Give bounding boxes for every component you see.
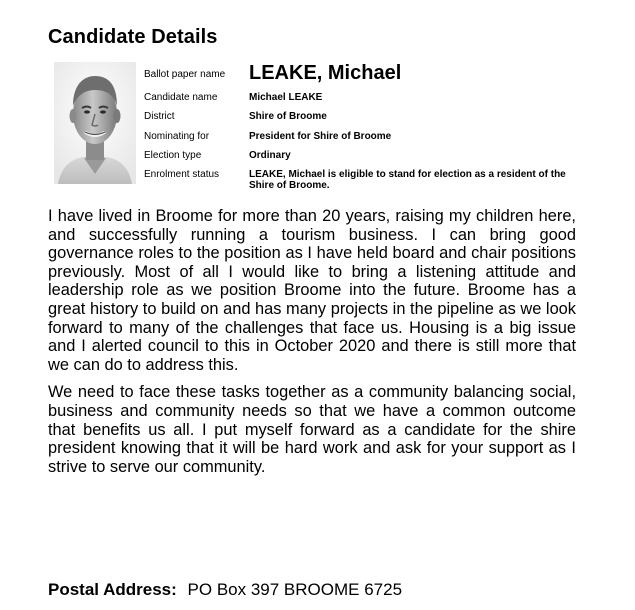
election-type-value: Ordinary: [249, 149, 291, 161]
postal-address-label: Postal Address:: [48, 580, 177, 599]
district-row: [144, 111, 584, 130]
candidate-portrait-icon: [54, 62, 136, 184]
district-label: District: [144, 111, 175, 123]
nominating-row: [144, 131, 584, 150]
statement-paragraph-2: We need to face these tasks together as a community balancing social, business and community needs so that we have a common outcome that benefits us all. I put myself forward as a candidate for the shire president knowing that it will be hard work and ask for your support as I strive to serve our community.: [48, 383, 576, 476]
statement-paragraph-1: I have lived in Broome for more than 20 years, raising my children here, and successfully running a tourism business. I can bring good governance roles to the position as I have held board and chair positions previously. Most of all I would like to bring a listening attitude and leadership role as we position Broome into the future. Broome has a great history to build on and has many projects in the pipeline as we look forward to many of the challenges that face us. Housing is a big issue and I alerted council to this in October 2020 and there is still more that we can do to address this.: [48, 207, 576, 374]
candidate-details-table: [144, 60, 584, 191]
postal-address-value: PO Box 397 BROOME 6725: [187, 580, 403, 599]
candidate-statement: [48, 207, 576, 485]
nominating-value: President for Shire of Broome: [249, 130, 392, 142]
postal-address: [48, 580, 402, 600]
candidate-name-row: [144, 92, 584, 111]
district-value: Shire of Broome: [249, 111, 327, 123]
ballot-name-label: Ballot paper name: [144, 69, 226, 80]
candidate-photo: [54, 62, 136, 184]
election-type-row: [144, 150, 584, 169]
ballot-name-value: LEAKE, Michael: [249, 62, 402, 84]
nominating-label: Nominating for: [144, 130, 210, 142]
candidate-name-value: Michael LEAKE: [249, 92, 323, 103]
ballot-name-row: [144, 60, 584, 92]
enrolment-label: Enrolment status: [144, 169, 220, 181]
enrolment-value: LEAKE, Michael is eligible to stand for election as a resident of the Shire of Broome.: [249, 169, 566, 192]
election-type-label: Election type: [144, 149, 202, 161]
candidate-name-label: Candidate name: [144, 92, 218, 103]
enrolment-row: [144, 169, 584, 191]
section-title: Candidate Details: [48, 26, 218, 48]
